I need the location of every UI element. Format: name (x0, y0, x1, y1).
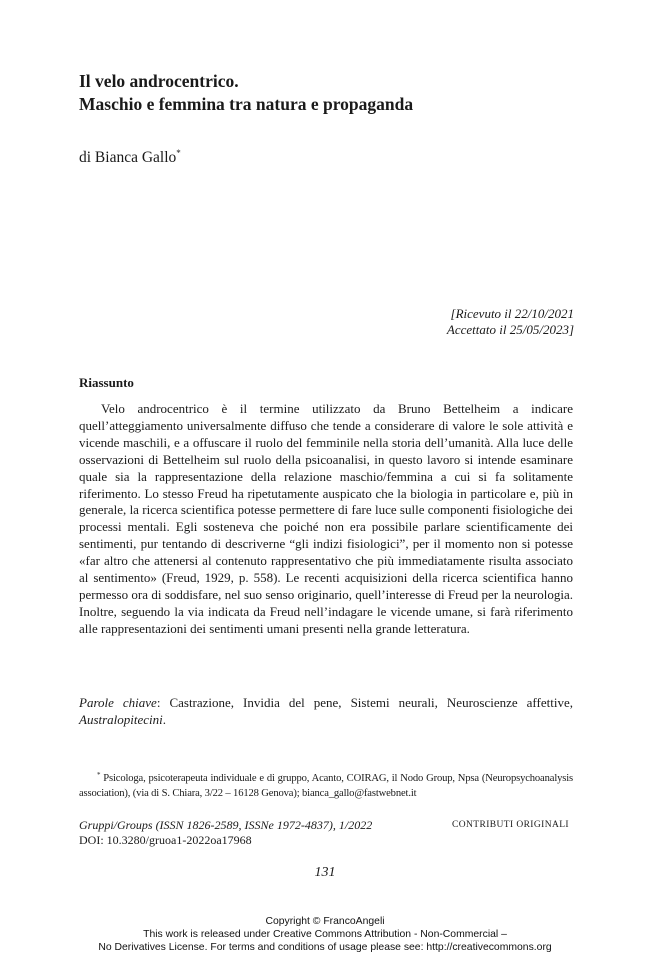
journal-citation: Gruppi/Groups (ISSN 1826-2589, ISSNe 1972-4837), 1/2022 (79, 818, 373, 832)
author-footnote (79, 768, 573, 801)
keywords-last: Australopitecini (79, 711, 163, 727)
license-line-1: This work is released under Creative Commons Attribution - Non-Commercial – (143, 929, 507, 940)
author-name: di Bianca Gallo (79, 149, 177, 166)
title-line-2: Maschio e femmina tra natura e propaganda (79, 94, 414, 114)
copyright-line: Copyright © FrancoAngeli (265, 916, 385, 927)
section-label: CONTRIBUTI ORIGINALI (452, 820, 569, 830)
license-notice (0, 915, 650, 954)
author-line (79, 143, 181, 168)
footnote-text: Psicologa, psicoterapeuta individuale e di gruppo, Acanto, COIRAG, il Nodo Group, Npsa (Neuropsychoanalysis association), (via di S. Chiara, 3/22 – 16128 Genova); bianca_gallo@fastwebnet.it (79, 773, 573, 799)
footnote-mark: * (97, 771, 101, 779)
author-footnote-mark: * (176, 148, 181, 158)
abstract-text: Velo androcentrico è il termine utilizzato da Bruno Bettelheim a indicare quell’atteggiamento universalmente diffuso che tende a considerare di valore le sole attività e vicende maschili, e a offuscare il ruolo del femminile nella storia dell’umanità. Alla luce delle osservazioni di Bettelheim sul ruolo della psicoanalisi, in questo lavoro si intende esaminare quale sia la rappresentazione della relazione maschio/femmina a cui si fa solitamente riferimento. Lo stesso Freud ha ripetutamente auspicato che la biologia in particolare e, più in generale, la ricerca scientifica potesse permettere di fare luce sulle componenti fisiologiche dei processi mentali. Egli sosteneva che poiché non era possibile parlare scientificamente dei sentimenti, pur tentando di descriverne “gli indizi fisiologici”, per il momento non si potesse «far altro che attenersi al contenuto rappresentativo che più immediatamente risulta associato al sentimento» (Freud, 1929, p. 558). Le recenti acquisizioni della ricerca scientifica hanno permesso ora di soddisfare, nel suo senso originario, quell’interesse di Freud per la neurologia. Inoltre, seguendo la via indicata da Freud nell’indagare le vicende umane, si farà riferimento alle rappresentazioni dei sentimenti umani presenti nella grande letteratura. (79, 401, 573, 636)
page-number: 131 (314, 865, 336, 880)
keywords-list: : Castrazione, Invidia del pene, Sistemi neurali, Neuroscienze affettive, (156, 695, 573, 710)
accepted-date: Accettato il 25/05/2023] (446, 322, 574, 337)
keywords-label: Parole chiave (79, 695, 157, 710)
received-date: [Ricevuto il 22/10/2021 (450, 306, 574, 321)
title-line-1: Il velo androcentrico. (79, 71, 239, 91)
submission-dates (314, 306, 574, 338)
license-line-2: No Derivatives License. For terms and conditions of usage please see: http://creativecommons.org (98, 942, 552, 953)
keywords-end: . (162, 711, 167, 727)
abstract-heading: Riassunto (79, 375, 134, 390)
doi-link: DOI: 10.3280/gruoa1-2022oa17968 (79, 833, 252, 847)
keywords (79, 695, 573, 729)
article-title (79, 70, 579, 116)
